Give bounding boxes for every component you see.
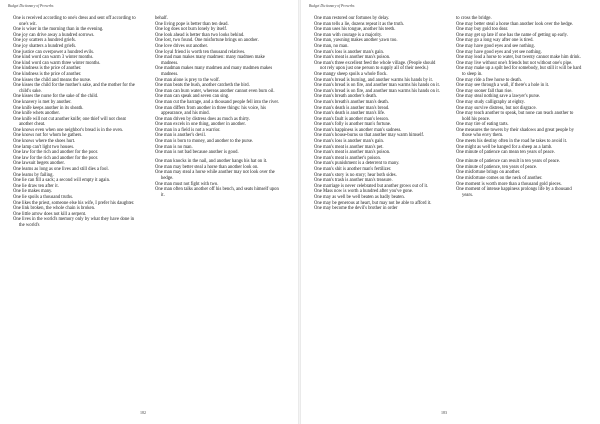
proverb-entry: One may sooner fall than rise. xyxy=(456,88,513,94)
proverb-entry: One learns as long as one lives and still dies a fool. xyxy=(13,167,109,173)
proverb-entry: One may be generous at heart, but may not be able to afford it. xyxy=(314,200,432,206)
proverb-entry: One may steal nothing save a lawyer's purse. xyxy=(456,94,541,100)
proverb-entry: One may live without one's friends but not without one's pipe. xyxy=(456,60,573,66)
proverb-entry: One lives in the world's memory only by what they have done in the world's xyxy=(13,217,135,228)
proverb-entry: One man must not fight with two. xyxy=(155,181,219,187)
proverb-entry: One may get up late if one has the name of getting up early. xyxy=(456,32,568,38)
proverb-entry: One look ahead is better than two looks behind. xyxy=(155,32,245,38)
right-page-column-2 xyxy=(456,16,582,198)
proverb-entry: One little arrow does not kill a serpent. xyxy=(13,211,87,217)
proverb-entry: One knows even when one neighbor's bread is in the oven. xyxy=(13,127,124,133)
proverb-entry: One man's happiness is another man's sadness. xyxy=(314,127,402,133)
proverb-entry: One lost, two found. One misfortune brings on another. xyxy=(155,38,259,44)
proverb-entry: One joy scatters a hundred griefs. xyxy=(13,38,76,44)
proverb-entry: behalf. xyxy=(155,16,168,21)
proverb-entry: One man's meat is another man's poison. xyxy=(314,150,391,156)
proverb-entry: One kind word can warm 3 winter months. xyxy=(13,55,94,61)
proverb-entry: One may make up a spilt bed for somebody, but still it will be hard to sleep in. xyxy=(456,66,582,77)
proverb-entry: One man tells a lie, dozens repeat it as the truth. xyxy=(314,21,405,27)
proverb-entry: One man can speak and seven can sing. xyxy=(155,94,230,100)
proverb-entry: One man's three excellent feed the whole village. (People should not rely upon just one person to supply all of their needs.) xyxy=(314,60,436,72)
proverb-entry: One minute of patience, ten years of peace. xyxy=(456,164,538,170)
proverb-entry: One man often talks another off his bench, and seats himself upon it. xyxy=(155,187,279,198)
proverb-entry: One man may steal a horse while another may not look over the hedge. xyxy=(155,170,275,182)
proverb-entry: One misfortune comes on the neck of another. xyxy=(456,176,543,182)
proverb-entry: One man's house-burns so that another may warm himself. xyxy=(314,133,425,139)
proverb-entry: One madman makes many madmen and many madmen makes madness. xyxy=(155,66,273,77)
proverb-entry: One man excels in one thing, another in another. xyxy=(155,122,246,128)
proverb-entry: One man may better steal a horse than another look on. xyxy=(155,164,259,170)
proverb-entry: One man with courage is a majority. xyxy=(314,32,383,38)
proverb-entry: One may buy gold too dear. xyxy=(456,27,509,33)
proverb-entry: One knows not for whom he gathers. xyxy=(13,133,83,139)
proverb-entry: One may ride a free horse to death. xyxy=(456,77,522,83)
proverb-entry: One knows where the shoes hurt. xyxy=(13,139,76,145)
proverb-entry: One man beats the bush, another catcheth the bird. xyxy=(155,83,250,89)
left-page-column-2 xyxy=(155,16,281,198)
left-page-column-1 xyxy=(13,16,139,229)
proverb-entry: One lawsuit begets another. xyxy=(13,161,65,167)
proverb-entry: One kisses the child for the mother's sake, and the mother for the child's sake. xyxy=(13,83,135,94)
proverb-entry: One may have good eyes and see nothing. xyxy=(456,43,535,49)
proverb-entry: One man, yawning makes another yawn too. xyxy=(314,38,398,44)
proverb-entry: One lie makes many. xyxy=(13,189,53,195)
proverb-entry: One moment of intense happiness prolongs life by a thousand years. xyxy=(456,187,572,198)
proverb-entry: One man's breath another's death. xyxy=(314,94,377,100)
proverb-entry: One living pope is better than ten dead. xyxy=(155,21,229,27)
proverb-entry: One man differs from another in three things: his voice, his appearance, and his mind. xyxy=(155,105,266,117)
proverb-entry: One man's fault is another man's lesson. xyxy=(314,116,389,122)
proverb-entry: One meets his destiny often in the road he takes to avoid it. xyxy=(456,139,568,145)
proverb-entry: One man's breath's another man's death. xyxy=(314,99,389,105)
proverb-entry: One may survive distress, but not disgrace. xyxy=(456,105,537,111)
proverb-entry: One man's meat is another man's poison. xyxy=(314,55,391,61)
proverb-entry: One kindness is the price of another. xyxy=(13,66,82,72)
proverb-entry: One man's folly is another man's fortune. xyxy=(314,122,392,128)
proverb-entry: One man is no man. xyxy=(155,144,193,150)
proverb-entry: One man's bread is burning, and another warms his hands by it. xyxy=(314,77,433,83)
left-page xyxy=(0,0,298,424)
proverb-entry: One lie spoils a thousand truths. xyxy=(13,195,74,200)
proverb-entry: One loyal friend is worth ten thousand relatives. xyxy=(155,49,246,55)
proverb-entry: One man is not bad because another is good. xyxy=(155,150,239,156)
proverb-entry: One man is another's devil. xyxy=(155,133,206,139)
proverb-entry: One justice can overpower a hundred evils. xyxy=(13,49,95,55)
proverb-entry: One lie draw ten after it. xyxy=(13,183,59,189)
proverb-entry: One marriage is never celebrated but another grows out of it. xyxy=(314,183,429,189)
proverb-entry: One kisses the nurse for the sake of the child. xyxy=(13,94,99,100)
proverb-entry: One law for the rich and another for the poor. xyxy=(13,155,99,161)
proverb-entry: One link broken, the whole chain is broken. xyxy=(13,206,96,212)
proverb-entry: One learns by failing. xyxy=(13,172,54,178)
proverb-entry: One may have good eyes and yet see nothing. xyxy=(456,49,542,55)
proverb-entry: One man's meat is another's poison. xyxy=(314,155,382,161)
proverb-entry: One may study calligraphy at eighty. xyxy=(456,99,525,105)
proverb-entry: One lie can fill a sack; a second will empty it again. xyxy=(13,178,111,184)
proverb-entry: One is received according to one's dress and sent off according to one's wit. xyxy=(13,16,136,27)
proverb-entry: One man's punishment is a deterrent to many. xyxy=(314,161,400,167)
proverb-entry: One man is born to money, and another to the purse. xyxy=(155,139,254,145)
proverb-entry: One man's loss is another man's gain. xyxy=(314,49,385,55)
proverb-entry: One moment is worth more than a thousand gold pieces. xyxy=(456,181,562,187)
proverb-entry: One man's death is another man's life. xyxy=(314,111,386,117)
proverb-entry: One man's loss is another man's gain. xyxy=(314,139,385,145)
proverb-entry: One knife keeps another in its sheath. xyxy=(13,105,84,111)
proverb-entry: One minute of patience can mean ten years of peace. xyxy=(456,150,555,156)
proverb-entry: One may tire of eating tarts. xyxy=(456,122,509,128)
proverb-entry: One kisses the child and means the nurse. xyxy=(13,77,92,83)
right-page xyxy=(301,0,599,424)
proverb-entry: One man's trash is another man's treasure. xyxy=(314,178,393,184)
proverb-entry: One man cut the barrage, and a thousand people fell into the river. xyxy=(155,99,279,105)
page-number-left: 182 xyxy=(140,410,146,415)
proverb-entry: One kind word can warm three winter months. xyxy=(13,60,101,66)
proverb-entry: One Mass now is worth a hundred after you've gone. xyxy=(314,189,413,195)
proverb-entry: One may go a long way after one is tired. xyxy=(456,38,534,44)
proverb-entry: One might as well be hanged for a sheep as a lamb. xyxy=(456,144,553,150)
proverb-entry: One man, no man. xyxy=(314,43,349,49)
proverb-entry: One joy can drive away a hundred sorrows. xyxy=(13,32,95,38)
running-title-left: Budget Dictionary of Proverbs xyxy=(8,4,54,8)
proverb-entry: One man alone is prey to the wolf. xyxy=(155,77,220,83)
proverb-entry: One man's bread is on fire, and another man warms his hands on it. xyxy=(314,83,440,89)
proverb-entry: One knife whets another. xyxy=(13,111,60,117)
proverb-entry: One law for the rich and another for the poor. xyxy=(13,150,99,156)
page-number-right: 183 xyxy=(441,410,447,415)
proverb-entry: One minute of patience can result in ten years of peace. xyxy=(456,159,560,165)
proverb-entry: One man's story is no story; hear both sides. xyxy=(314,172,397,178)
proverb-entry: One man driven by distress does as much as thirty. xyxy=(155,116,250,122)
proverb-entry: One kindness is the price of another. xyxy=(13,71,82,77)
proverb-entry: One mangy sheep spoils a whole flock. xyxy=(314,71,388,77)
proverb-entry: One man uses his tongue, another his teeth. xyxy=(314,27,396,33)
proverb-entry: One man in a field is not a warrior. xyxy=(155,127,221,133)
proverb-entry: to cross the bridge. xyxy=(456,16,492,21)
proverb-entry: One love drives out another. xyxy=(155,43,208,49)
proverb-entry: One misfortune brings on another. xyxy=(456,170,521,176)
proverb-entry: One may teach another to speak, but none can teach another to hold his peace. xyxy=(456,111,574,122)
proverb-entry: One man knocks in the nail, and another hangs his hat on it. xyxy=(155,159,268,165)
proverb-entry: One man can burn water, whereas another cannot even burn oil. xyxy=(155,88,275,94)
proverb-entry: One knife will not cut another knife; one thief will not cheat another cheat. xyxy=(13,116,126,128)
proverb-entry: One man's shit is another man's fertilizer. xyxy=(314,167,392,173)
right-page-column-1 xyxy=(314,16,440,212)
proverb-entry: One man restored our fortunes by delay. xyxy=(314,16,390,21)
proverb-entry: One likes the priest, someone else his wife, I prefer his daughter. xyxy=(13,200,135,206)
proverb-entry: One measures the towers by their shadows and great people by those who envy them. xyxy=(456,127,574,139)
proverb-entry: One may see through a wall, if there's a hole in it. xyxy=(456,83,550,89)
proverb-entry: One joy shatters a hundred griefs. xyxy=(13,43,77,49)
proverb-entry: One may better steal a horse than another look over the hedge. xyxy=(456,21,574,27)
running-title-right: Budget Dictionary of Proverbs xyxy=(309,4,355,8)
proverb-entry: One man's death is another man's bread. xyxy=(314,105,390,111)
proverb-entry: One knavery is met by another. xyxy=(13,99,72,105)
proverb-entry: One may lead a horse to water, but twenty cannot make him drink. xyxy=(456,55,581,61)
proverb-entry: One man's bread is on fire, and another man warms his hands on it. xyxy=(314,88,440,94)
proverb-entry: One log does not burn lonely by itself. xyxy=(155,27,228,33)
proverb-entry: One mad man makes many madmen: many madmen make madness. xyxy=(155,55,265,66)
proverb-entry: One may become the devil's brother in order xyxy=(314,206,398,212)
proverb-entry: One man's meat is another man's pet. xyxy=(314,144,384,150)
proverb-entry: One lamp can't light two houses. xyxy=(13,144,75,150)
proverb-entry: One is wiser in the morning than in the evening. xyxy=(13,27,104,33)
proverb-entry: One may as well be well beaten as badly beaten. xyxy=(314,195,405,200)
